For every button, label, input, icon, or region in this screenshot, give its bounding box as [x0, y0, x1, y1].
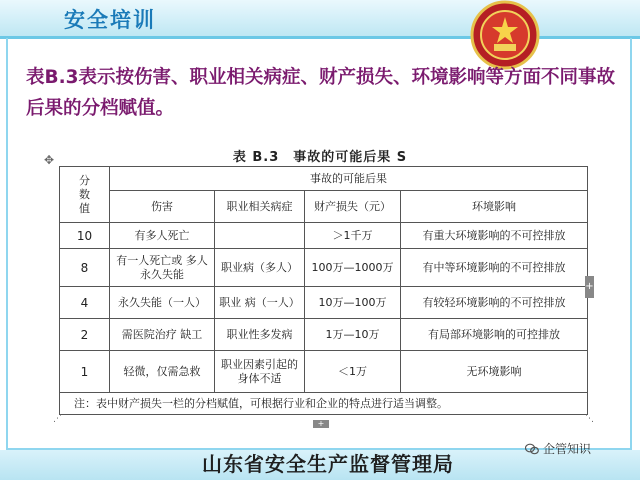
table-caption: 表 B.3 事故的可能后果 S: [232, 150, 408, 165]
add-row-handle-icon[interactable]: +: [313, 420, 329, 428]
column-header-injury: 伤害: [110, 191, 215, 223]
column-header-env: 环境影响: [401, 191, 588, 223]
resize-handle-right-icon[interactable]: ⋱: [585, 414, 594, 424]
column-header-loss: 财产损失（元）: [305, 191, 401, 223]
table-row: 1 轻微，仅需急救 职业因素引起的身体不适 ＜1万 无环境影响: [60, 351, 588, 393]
table-move-handle-icon[interactable]: ✥: [44, 153, 55, 167]
intro-text: 表B.3表示按伤害、职业相关病症、财产损失、环境影响等方面不同事故后果的分档赋值。: [26, 67, 616, 119]
table-row: 10 有多人死亡 ＞1千万 有重大环境影响的不可控排放: [60, 223, 588, 249]
consequence-table: [59, 166, 588, 415]
watermark: [525, 440, 591, 457]
column-header-disease: 职业相关病症: [215, 191, 305, 223]
watermark-text: 企管知识: [543, 442, 592, 456]
add-column-handle-icon[interactable]: +: [585, 276, 594, 298]
level-header: 分 数 值: [60, 167, 110, 223]
table-row: 8 有一人死亡或 多人永久失能 职业病（多人） 100万—1000万 有中等环境影响的不可控排放: [60, 249, 588, 287]
table-row: 2 需医院治疗 缺工 职业性多发病 1万—10万 有局部环境影响的可控排放: [60, 319, 588, 351]
group-header: 事故的可能后果: [110, 167, 588, 191]
table-row: 4 永久失能（一人） 职业 病（一人） 10万—100万 有较轻环境影响的不可控排放: [60, 287, 588, 319]
wechat-icon: [525, 443, 539, 455]
resize-handle-left-icon[interactable]: ⋰: [53, 414, 62, 424]
table-note: 注：表中财产损失一栏的分档赋值，可根据行业和企业的特点进行适当调整。: [60, 393, 588, 415]
footer-title: 山东省安全生产监督管理局: [202, 452, 454, 476]
emblem-icon: [470, 0, 540, 70]
slide-header-title: 安全培训: [64, 8, 156, 32]
